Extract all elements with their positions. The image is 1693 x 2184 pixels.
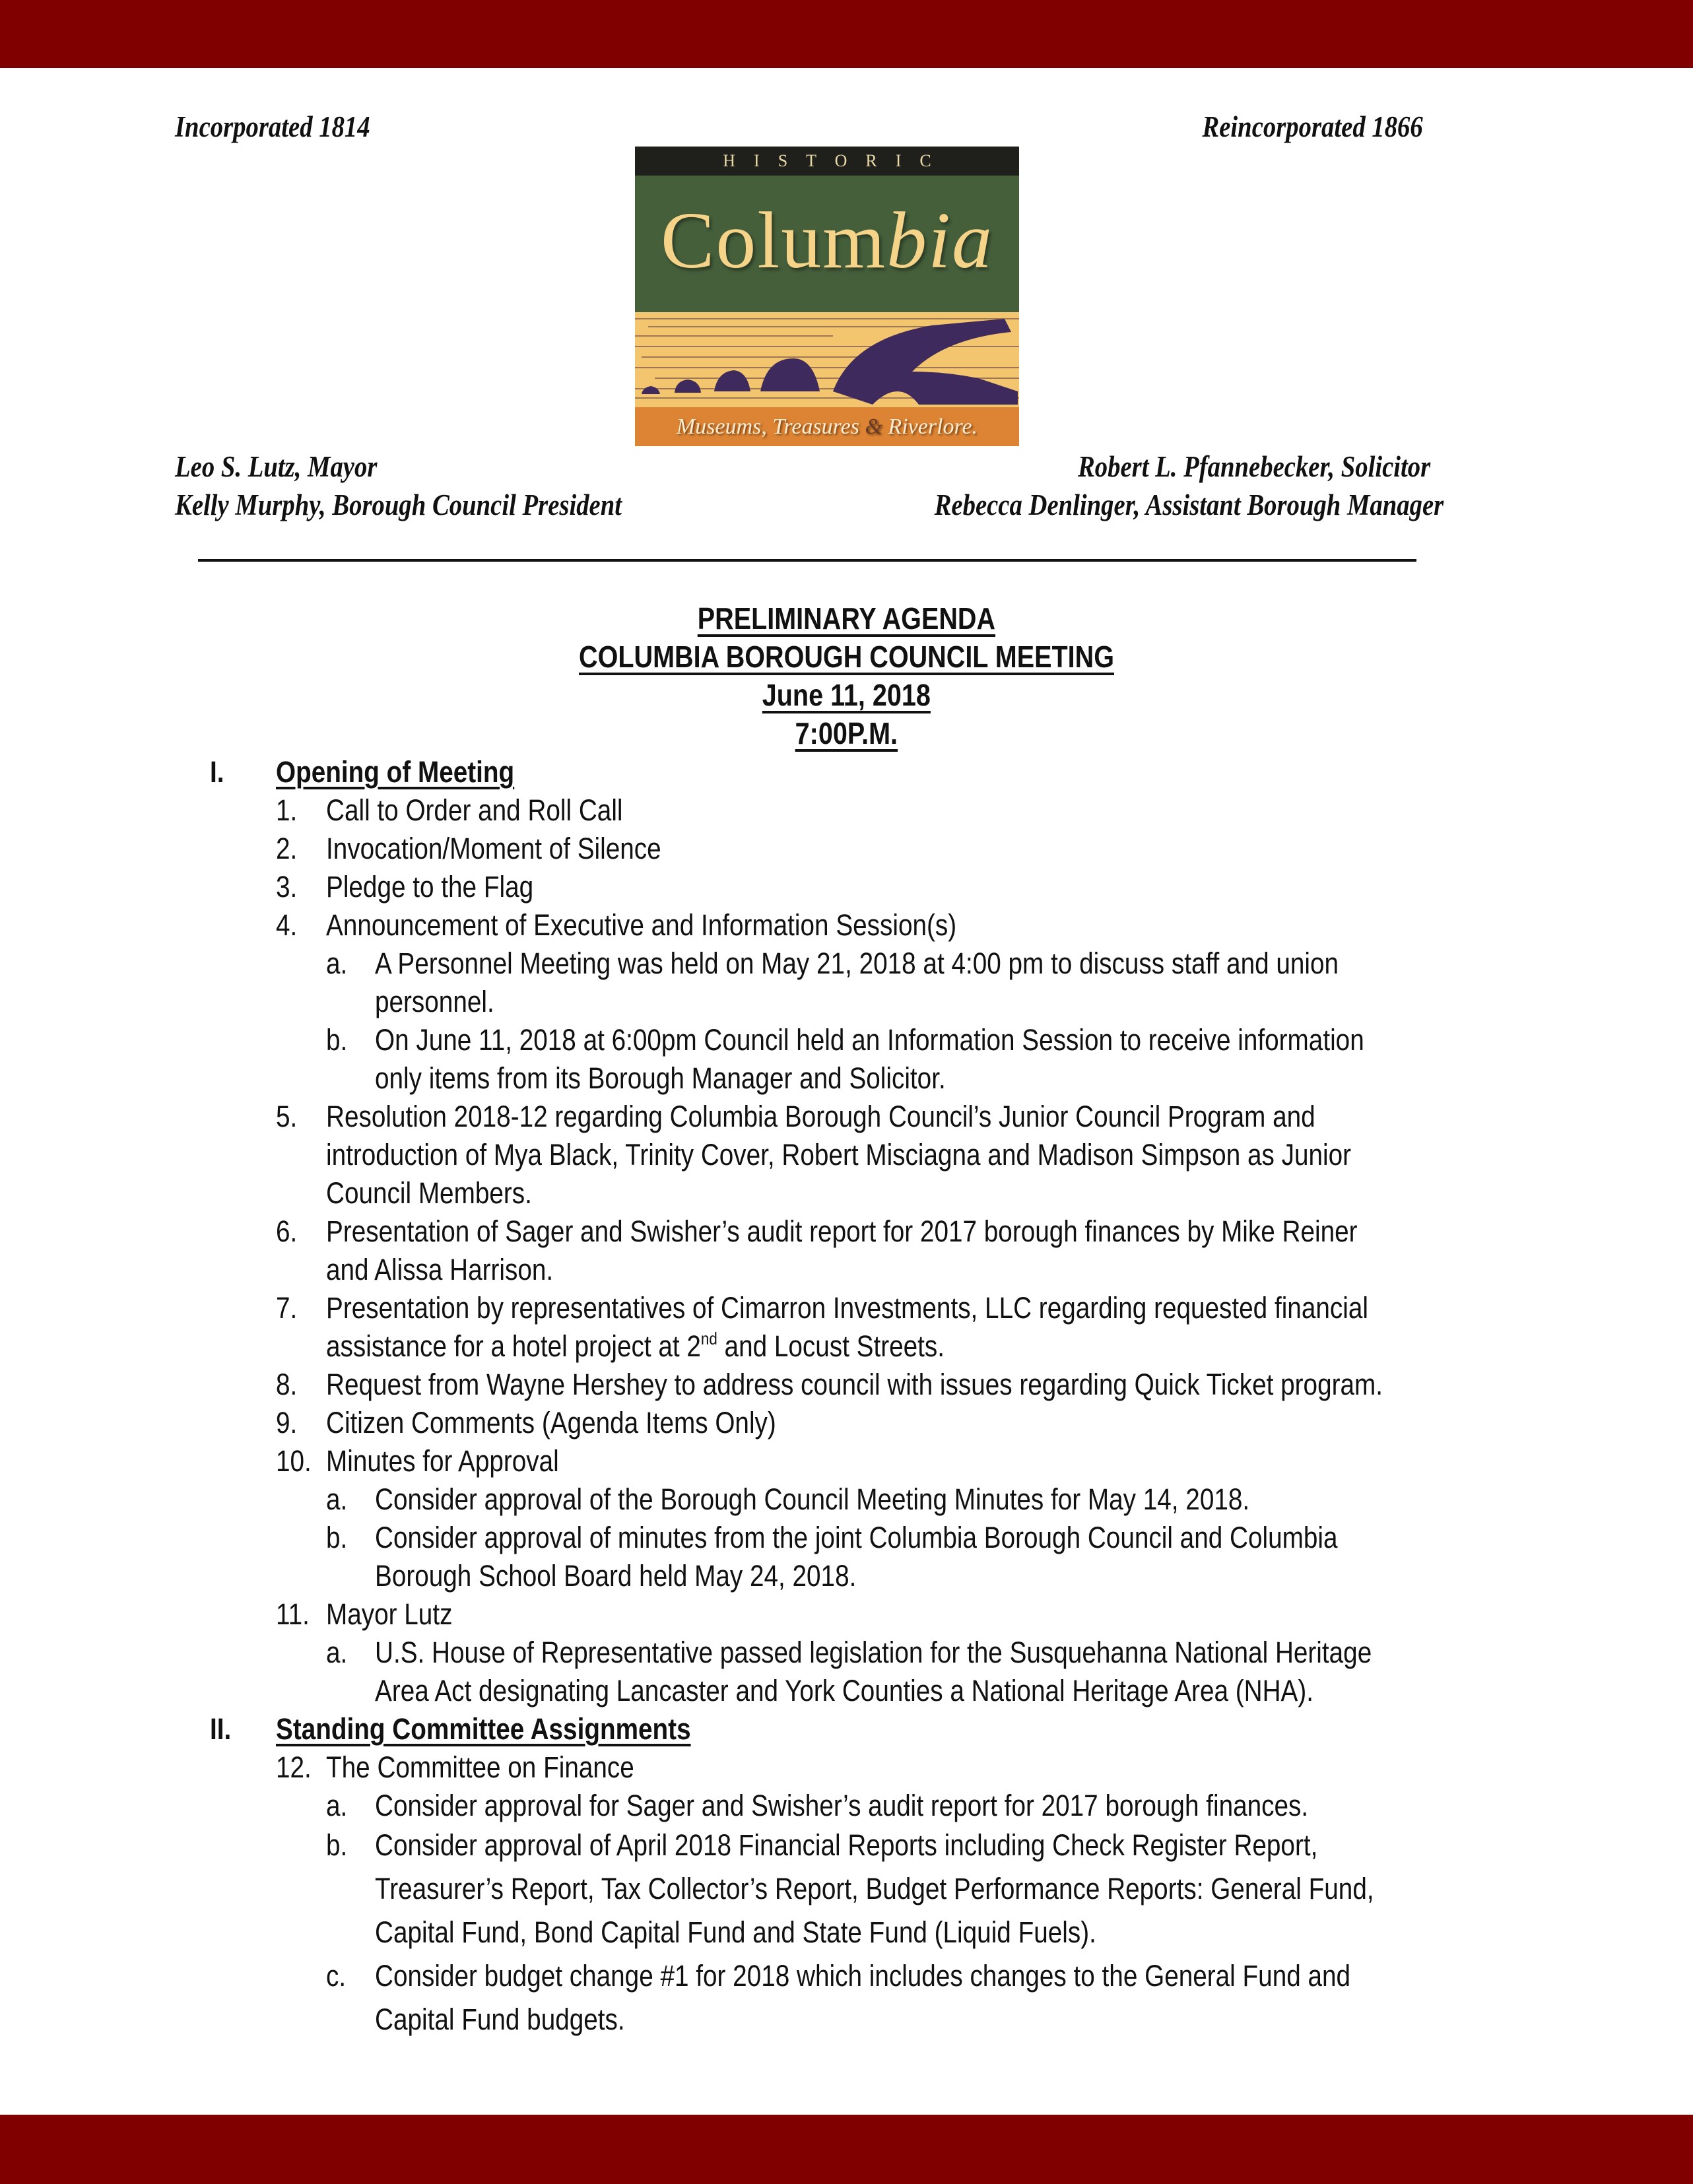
agenda-item-text: Mayor Lutz: [326, 1597, 453, 1631]
agenda-subitem-text: A Personnel Meeting was held on May 21, 2018 at 4:00 pm to discuss staff and union: [375, 946, 1339, 980]
logo-title-italic: bia: [886, 196, 994, 285]
agenda-subitem-text: Area Act designating Lancaster and York Counties a National Heritage Area (NHA).: [375, 1674, 1313, 1707]
agenda-subitem-letter: b.: [326, 1023, 348, 1057]
agenda-subitem-text: Consider approval of April 2018 Financial Reports including Check Register Report,: [375, 1828, 1318, 1862]
agenda-item-text: [326, 1329, 945, 1364]
reincorporated-label: Reincorporated 1866: [1202, 110, 1423, 143]
agenda-subitem-letter: a.: [326, 1789, 348, 1822]
agenda-subitem-text: only items from its Borough Manager and Solicitor.: [375, 1061, 946, 1095]
agenda-subitem-text: Treasurer’s Report, Tax Collector’s Report, Budget Performance Reports: General Fund,: [375, 1872, 1374, 1905]
agenda-subitem-letter: c.: [326, 1959, 347, 1993]
logo-tagline-part2: Riverlore.: [882, 414, 978, 439]
agenda-item-number: 9.: [276, 1406, 298, 1439]
agenda-subitem-text: Capital Fund budgets.: [375, 2002, 625, 2036]
agenda-subitem-letter: b.: [326, 1828, 348, 1862]
logo-historic-text: HISTORIC: [635, 147, 1019, 176]
agenda-subitem-text: personnel.: [375, 985, 494, 1018]
agenda-item-text-part: assistance for a hotel project at 2: [326, 1329, 701, 1363]
agenda-item-number: 5.: [276, 1100, 298, 1133]
logo-tagline-part1: Museums, Treasures: [676, 414, 865, 439]
logo-title-roman: Colum: [660, 196, 887, 285]
agenda-item-number: 4.: [276, 908, 298, 942]
section-number: II.: [210, 1712, 232, 1746]
meeting-time-text: 7:00P.M.: [795, 716, 898, 750]
agenda-title-line2: COLUMBIA BOROUGH COUNCIL MEETING: [579, 640, 1114, 674]
agenda-item-text: Announcement of Executive and Information Session(s): [326, 908, 957, 942]
agenda-item-text: and Alissa Harrison.: [326, 1253, 554, 1286]
agenda-item-number: 1.: [276, 793, 298, 827]
ordinal-suffix: nd: [700, 1329, 717, 1348]
agenda-subitem-letter: a.: [326, 946, 348, 980]
agenda-subitem-text: Capital Fund, Bond Capital Fund and State Fund (Liquid Fuels).: [375, 1915, 1096, 1949]
agenda-item-number: 12.: [276, 1750, 312, 1784]
bottom-border-band: [0, 2115, 1693, 2184]
section-number: I.: [210, 755, 224, 789]
agenda-subitem-text: Consider approval for Sager and Swisher’s audit report for 2017 borough finances.: [375, 1789, 1309, 1822]
agenda-item-text: The Committee on Finance: [326, 1750, 634, 1784]
agenda-item-text: Request from Wayne Hershey to address council with issues regarding Quick Ticket program.: [326, 1368, 1383, 1401]
agenda-item-number: 7.: [276, 1291, 298, 1325]
agenda-item-text: introduction of Mya Black, Trinity Cover, Robert Misciagna and Madison Simpson as Junior: [326, 1138, 1352, 1172]
agenda-item-text: Invocation/Moment of Silence: [326, 832, 661, 865]
section-title: Standing Committee Assignments: [276, 1712, 691, 1746]
agenda-item-number: 11.: [276, 1597, 310, 1631]
agenda-subitem-text: On June 11, 2018 at 6:00pm Council held an Information Session to receive information: [375, 1023, 1364, 1057]
agenda-item-text: Call to Order and Roll Call: [326, 793, 623, 827]
agenda-item-text-part: and Locust Streets.: [717, 1329, 945, 1363]
meeting-date-text: June 11, 2018: [762, 678, 931, 712]
agenda-item-number: 10.: [276, 1444, 312, 1478]
agenda-subitem-text: Borough School Board held May 24, 2018.: [375, 1559, 857, 1593]
agenda-subitem-text: U.S. House of Representative passed legislation for the Susquehanna National Heritage: [375, 1636, 1372, 1669]
agenda-item-text: Citizen Comments (Agenda Items Only): [326, 1406, 776, 1439]
assistant-manager-name: Rebecca Denlinger, Assistant Borough Manager: [934, 488, 1444, 521]
agenda-subitem-text: Consider approval of minutes from the joint Columbia Borough Council and Columbia: [375, 1521, 1338, 1554]
agenda-item-text: Presentation of Sager and Swisher’s audit report for 2017 borough finances by Mike Reiner: [326, 1214, 1358, 1248]
council-president-name: Kelly Murphy, Borough Council President: [175, 488, 622, 521]
agenda-subitem-letter: a.: [326, 1482, 348, 1516]
solicitor-name: Robert L. Pfannebecker, Solicitor: [1077, 450, 1430, 483]
agenda-item-text: Presentation by representatives of Cimarron Investments, LLC regarding requested financial: [326, 1291, 1368, 1325]
agenda-item-number: 3.: [276, 870, 298, 904]
agenda-subitem-text: Consider budget change #1 for 2018 which includes changes to the General Fund and: [375, 1959, 1351, 1993]
agenda-subitem-letter: b.: [326, 1521, 348, 1554]
agenda-item-text: Pledge to the Flag: [326, 870, 534, 904]
agenda-subitem-text: Consider approval of the Borough Council Meeting Minutes for May 14, 2018.: [375, 1482, 1250, 1516]
agenda-item-text: Council Members.: [326, 1176, 532, 1210]
agenda-item-text: Minutes for Approval: [326, 1444, 559, 1478]
mayor-name: Leo S. Lutz, Mayor: [175, 450, 378, 483]
section-title: Opening of Meeting: [276, 755, 515, 789]
agenda-item-number: 2.: [276, 832, 298, 865]
incorporated-label: Incorporated 1814: [175, 110, 370, 143]
agenda-title-line1: PRELIMINARY AGENDA: [697, 601, 996, 636]
agenda-subitem-letter: a.: [326, 1636, 348, 1669]
agenda-item-number: 6.: [276, 1214, 298, 1248]
logo-tagline-ampersand: &: [865, 414, 882, 439]
agenda-item-text: Resolution 2018-12 regarding Columbia Borough Council’s Junior Council Program and: [326, 1100, 1315, 1133]
agenda-item-number: 8.: [276, 1368, 298, 1401]
